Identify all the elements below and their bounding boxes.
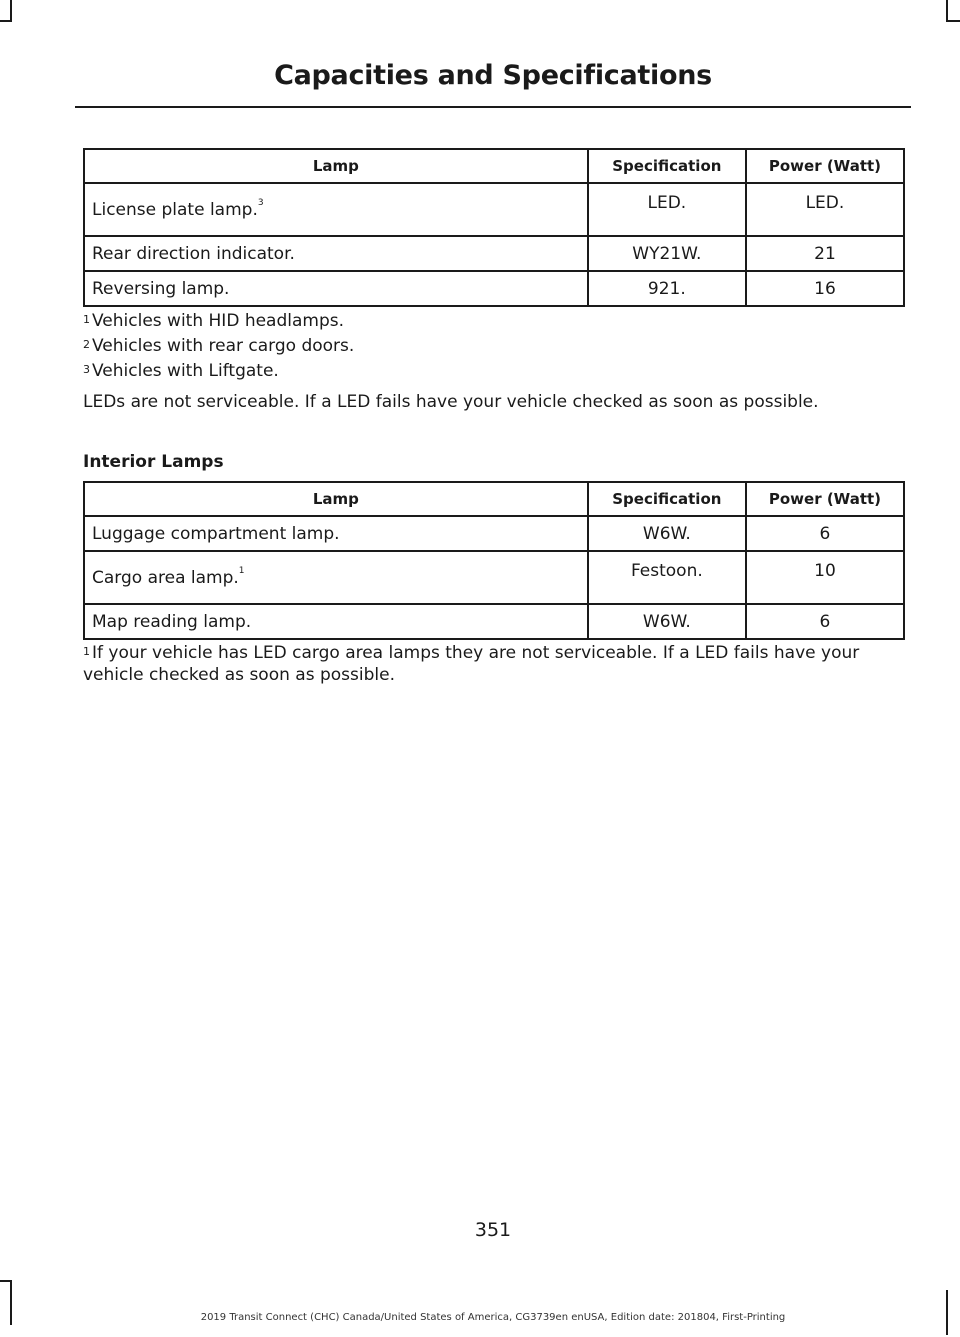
- crop-mark-top-right-v: [946, 0, 948, 22]
- table-row: [84, 183, 904, 236]
- power-cell: 10: [746, 551, 904, 604]
- lamp-cell: Map reading lamp.: [84, 604, 588, 639]
- header-lamp: Lamp: [84, 482, 588, 516]
- power-cell: 6: [746, 516, 904, 551]
- spec-cell: 921.: [588, 271, 746, 306]
- footnote: $^2$ Vehicles with rear cargo doors.: [83, 336, 355, 356]
- lamp-cell: License plate lamp.$^3$: [84, 183, 588, 236]
- spec-cell: LED.: [588, 183, 746, 236]
- section-heading-interior-lamps: Interior Lamps: [83, 452, 224, 472]
- footnote-ref: 1: [238, 565, 245, 576]
- power-cell: 16: [746, 271, 904, 306]
- crop-mark-top-left-h: [0, 20, 12, 22]
- exterior-lamps-table: [83, 148, 905, 307]
- power-cell: LED.: [746, 183, 904, 236]
- footnote-ref: 3: [257, 197, 264, 208]
- power-cell: 6: [746, 604, 904, 639]
- lamp-cell: Luggage compartment lamp.: [84, 516, 588, 551]
- crop-mark-top-right-h: [946, 20, 960, 22]
- crop-mark-bottom-left-h: [0, 1280, 12, 1282]
- title-divider: [75, 106, 911, 108]
- power-cell: 21: [746, 236, 904, 271]
- lamp-cell: Rear direction indicator.: [84, 236, 588, 271]
- table-header-row: [84, 482, 904, 516]
- crop-mark-top-left-v: [10, 0, 12, 22]
- interior-lamps-table: [83, 481, 905, 640]
- footnote: $^1$ Vehicles with HID headlamps.: [83, 311, 345, 331]
- page-number: 351: [474, 1219, 512, 1241]
- table-row: [84, 236, 904, 271]
- header-power: Power (Watt): [746, 149, 904, 183]
- table-row: [84, 516, 904, 551]
- header-lamp: Lamp: [84, 149, 588, 183]
- table-header-row: [84, 149, 904, 183]
- page-title: Capacities and Specifications: [274, 60, 712, 91]
- footnote: $^1$ If your vehicle has LED cargo area lamps they are not serviceable. If a LED fails have your vehicle checked as soon as possible.: [83, 643, 860, 685]
- header-specification: Specification: [588, 482, 746, 516]
- header-power: Power (Watt): [746, 482, 904, 516]
- lamp-cell: Reversing lamp.: [84, 271, 588, 306]
- footnote: $^3$ Vehicles with Liftgate.: [83, 361, 279, 381]
- spec-cell: WY21W.: [588, 236, 746, 271]
- spec-cell: W6W.: [588, 604, 746, 639]
- header-specification: Specification: [588, 149, 746, 183]
- table-row: [84, 271, 904, 306]
- lamp-cell: Cargo area lamp.$^1$: [84, 551, 588, 604]
- spec-cell: W6W.: [588, 516, 746, 551]
- led-note: LEDs are not serviceable. If a LED fails have your vehicle checked as soon as possible.: [83, 392, 819, 412]
- table-row: [84, 604, 904, 639]
- document-footer: 2019 Transit Connect (CHC) Canada/United States of America, CG3739en enUSA, Edition date: 201804, First-Printing: [200, 1312, 786, 1323]
- spec-cell: Festoon.: [588, 551, 746, 604]
- table-row: [84, 551, 904, 604]
